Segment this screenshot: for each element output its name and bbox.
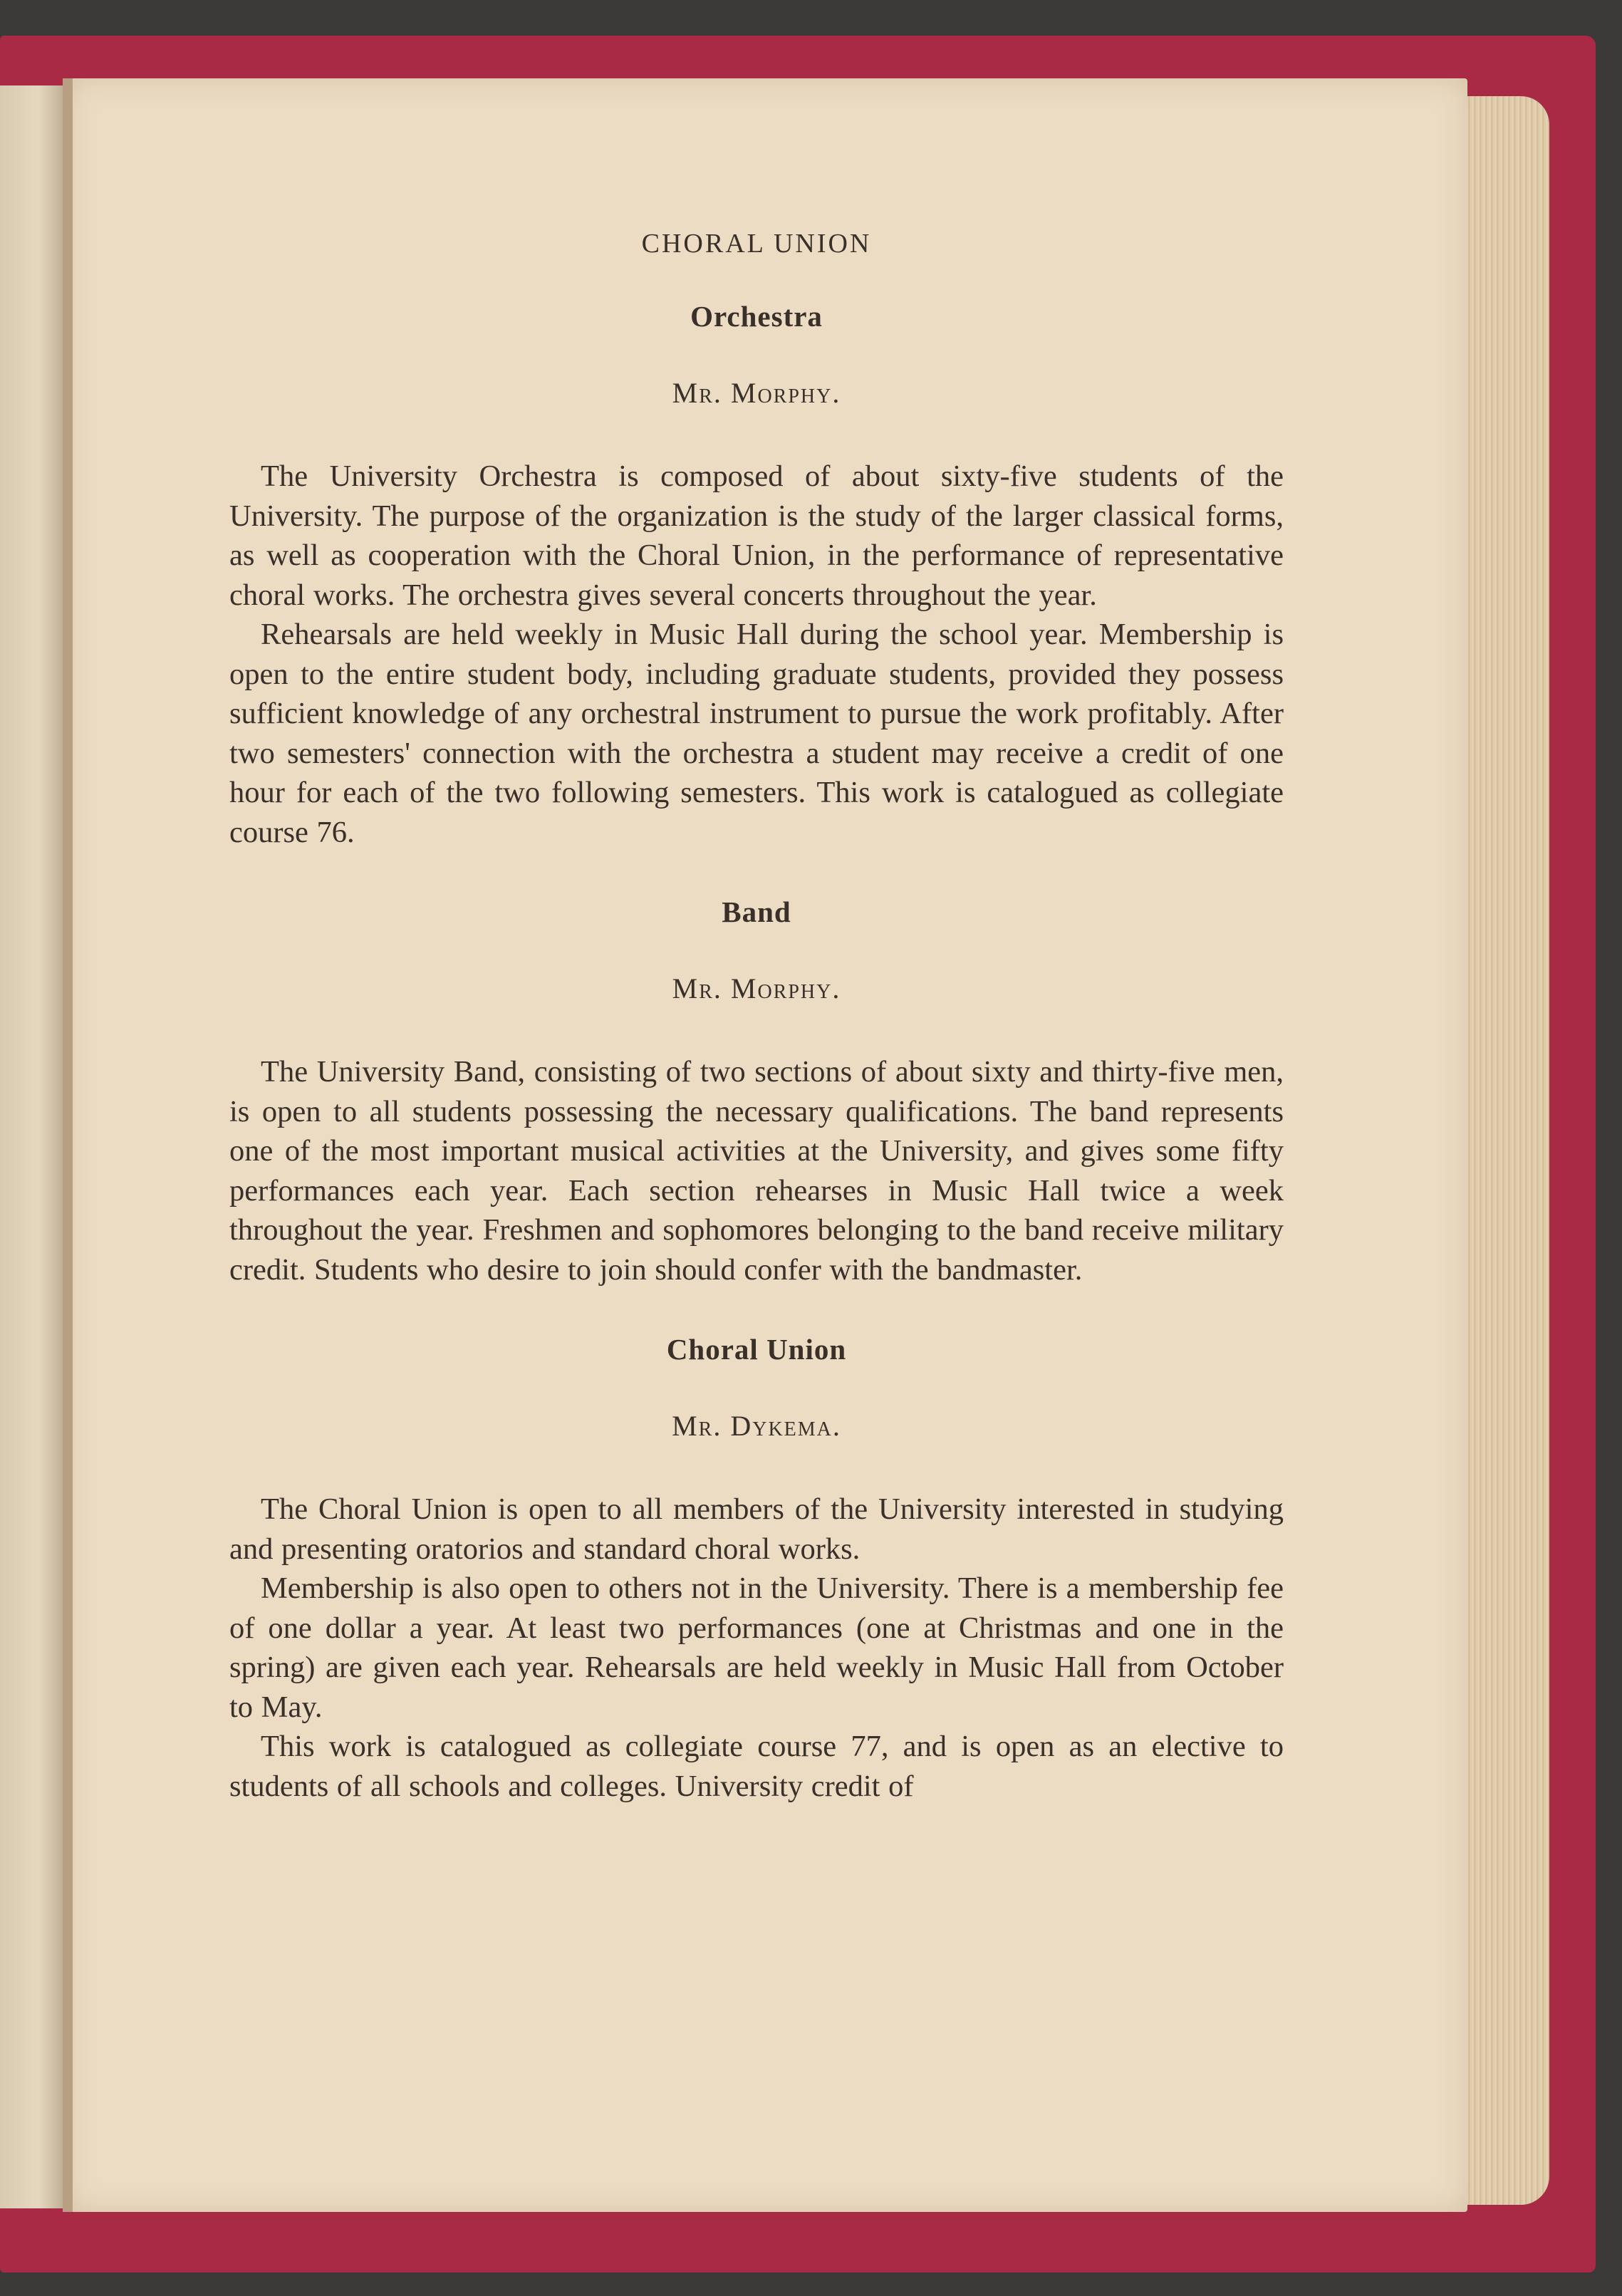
paragraph: This work is catalogued as collegiate course 77, and is open as an elective to students of all schools and colleges. University credit of xyxy=(229,1730,1284,1803)
section-director: Mr. Morphy. xyxy=(672,377,841,409)
paragraph: The University Orchestra is composed of about sixty-five students of the University. The purpose of the organization is the study of the larger classical forms, as well as cooperation with the Choral Union, in the performance of representative choral works. The orchestra gives several concerts throughout the year. xyxy=(229,459,1284,612)
paragraph: Rehearsals are held weekly in Music Hall during the school year. Membership is open to the entire student body, including graduate students, provided they possess sufficient knowledge of any orchestral instrument to pursue the work profitably. After two semesters' connection with the orchestra a student may receive a credit of one hour for each of the two following semesters. This work is catalogued as collegiate course 76. xyxy=(229,618,1284,849)
section-title: Orchestra xyxy=(690,300,823,333)
facing-page-edge xyxy=(0,85,64,2208)
section-director: Mr. Morphy. xyxy=(672,972,841,1004)
section-spacer xyxy=(229,852,1284,895)
running-head: CHORAL UNION xyxy=(641,229,872,259)
section-choral-union xyxy=(229,1332,1284,1806)
section-title: Band xyxy=(722,895,791,928)
page-gutter xyxy=(63,78,73,2212)
paragraph: Membership is also open to others not in the University. There is a membership fee of one dollar a year. At least two performances (one at Christmas and one in the spring) are given each year. Rehearsals are held weekly in Music Hall from October to May. xyxy=(229,1572,1284,1724)
section-orchestra xyxy=(229,299,1284,852)
paragraph: The University Band, consisting of two sections of about sixty and thirty-five men, is open to all students possessing the necessary qualifications. The band represents one of the most important musical activities at the University, and gives some fifty performances each year. Each section rehearses in Music Hall twice a week throughout the year. Freshmen and sophomores belonging to the band receive military credit. Students who desire to join should confer with the bandmaster. xyxy=(229,1055,1284,1287)
section-band xyxy=(229,895,1284,1289)
paragraph: The Choral Union is open to all members of the University interested in studying and presenting oratorios and standard choral works. xyxy=(229,1492,1284,1566)
section-spacer xyxy=(229,1289,1284,1332)
section-director: Mr. Dykema. xyxy=(672,1410,841,1442)
page-text xyxy=(229,214,1284,1806)
section-title: Choral Union xyxy=(666,1333,847,1366)
